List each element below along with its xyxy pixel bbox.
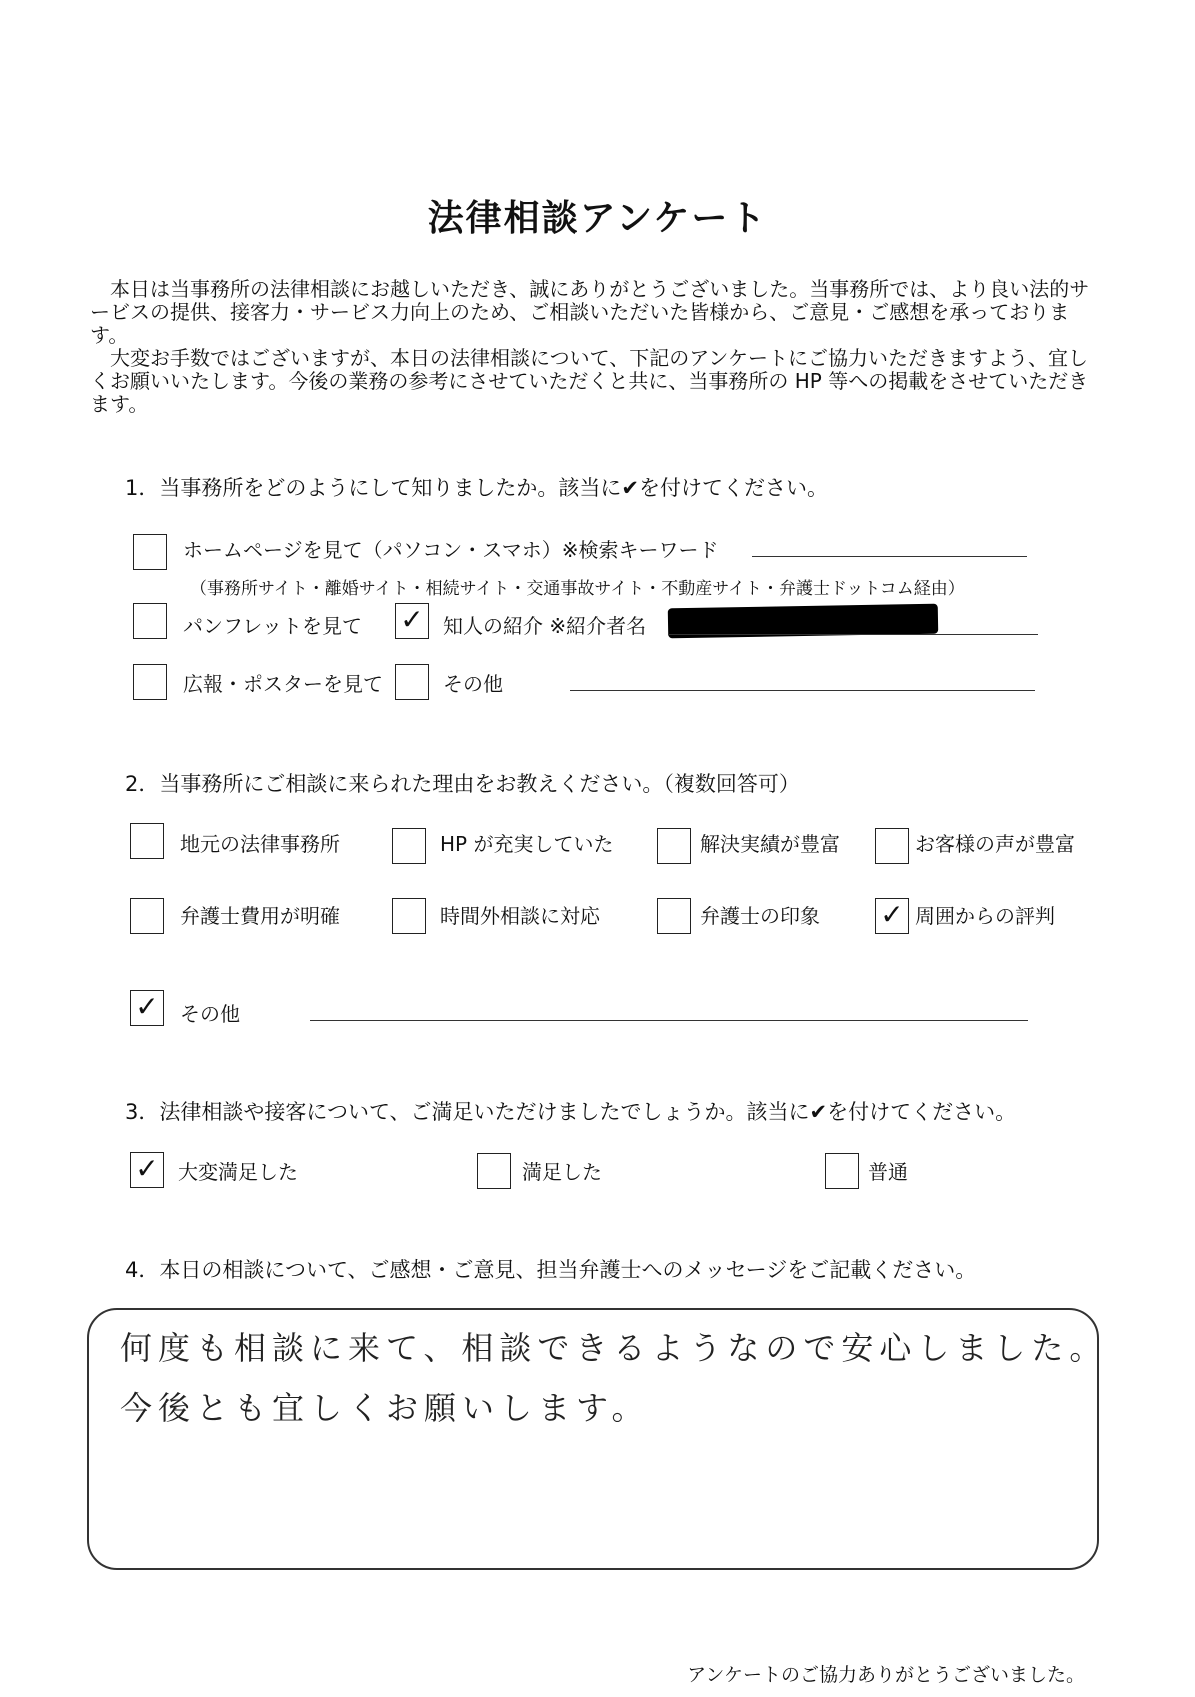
question-3: 3．法律相談や接客について、ご満足いただけましたでしょうか。該当に✔を付けてください。 [125,1100,1017,1124]
q2-voices-checkbox[interactable] [875,828,909,864]
q2-local-label: 地元の法律事務所 [180,832,340,856]
q2-results-checkbox[interactable] [657,828,691,864]
q2-other-label: その他 [180,1002,240,1026]
q1-referral-label: 知人の紹介 ※紹介者名 [443,614,647,638]
q1-other-label: その他 [443,672,503,696]
q2-voices-label: お客様の声が豊富 [915,832,1075,856]
footer-thanks: アンケートのご協力ありがとうございました。 [687,1664,1085,1686]
q1-poster-label: 広報・ポスターを見て [183,672,383,696]
q3-satisfied-checkbox[interactable] [477,1153,511,1189]
question-2: 2．当事務所にご相談に来られた理由をお教えください。（複数回答可） [125,772,800,796]
q2-afterhours-label: 時間外相談に対応 [440,904,600,928]
survey-title: 法律相談アンケート [427,198,768,239]
q1-pamphlet-label: パンフレットを見て [183,614,362,638]
q2-reputation-label: 周囲からの評判 [915,904,1055,928]
q2-reputation-checkbox[interactable]: ✓ [875,898,909,934]
q2-impression-checkbox[interactable] [657,898,691,934]
q2-hp-label: HP が充実していた [440,832,614,856]
handwritten-comment-line-2: 今後とも宜しくお願いします。 [120,1389,650,1427]
q1-poster-checkbox[interactable] [133,664,167,700]
q1-homepage-sublabel: （事務所サイト・離婚サイト・相続サイト・交通事故サイト・不動産サイト・弁護士ドットコム経由） [190,579,965,599]
q2-other-field[interactable] [310,1020,1028,1021]
q3-normal-checkbox[interactable] [825,1153,859,1189]
handwritten-comment-line-1: 何度も相談に来て、相談できるようなので安心しました。 [120,1329,1108,1367]
q2-impression-label: 弁護士の印象 [700,904,820,928]
q1-referral-checkbox[interactable]: ✓ [395,603,429,639]
q1-other-checkbox[interactable] [395,664,429,700]
question-1: 1．当事務所をどのようにして知りましたか。該当に✔を付けてください。 [125,476,828,500]
q1-pamphlet-checkbox[interactable] [133,603,167,639]
q2-local-checkbox[interactable] [130,823,164,859]
q2-fees-checkbox[interactable] [130,898,164,934]
q1-homepage-checkbox[interactable] [133,534,167,570]
q2-afterhours-checkbox[interactable] [392,898,426,934]
q2-results-label: 解決実績が豊富 [700,832,840,856]
q3-normal-label: 普通 [868,1160,908,1184]
intro-text [90,278,1090,416]
q1-keyword-field[interactable] [752,556,1027,557]
q3-satisfied-label: 満足した [522,1160,602,1184]
question-4: 4．本日の相談について、ご感想・ご意見、担当弁護士へのメッセージをご記載ください。 [125,1258,977,1282]
q3-very-label: 大変満足した [178,1160,298,1184]
q3-very-checkbox[interactable]: ✓ [130,1152,164,1188]
q1-referrer-field[interactable] [668,634,1038,635]
q2-other-checkbox[interactable]: ✓ [130,990,164,1026]
intro-paragraph-1: 本日は当事務所の法律相談にお越しいただき、誠にありがとうございました。当事務所では、より良い法的サービスの提供、接客力・サービス力向上のため、ご相談いただいた皆様から、ご意見・ご感想を承っております。 [90,277,1090,347]
q1-other-field[interactable] [570,690,1035,691]
q2-fees-label: 弁護士費用が明確 [180,904,340,928]
q1-homepage-label: ホームページを見て（パソコン・スマホ）※検索キーワード [183,538,719,562]
q2-hp-checkbox[interactable] [392,828,426,864]
intro-paragraph-2: 大変お手数ではございますが、本日の法律相談について、下記のアンケートにご協力いただきますよう、宜しくお願いいたします。今後の業務の参考にさせていただくと共に、当事務所の HP 等への掲載をさせていただきます。 [90,346,1089,416]
